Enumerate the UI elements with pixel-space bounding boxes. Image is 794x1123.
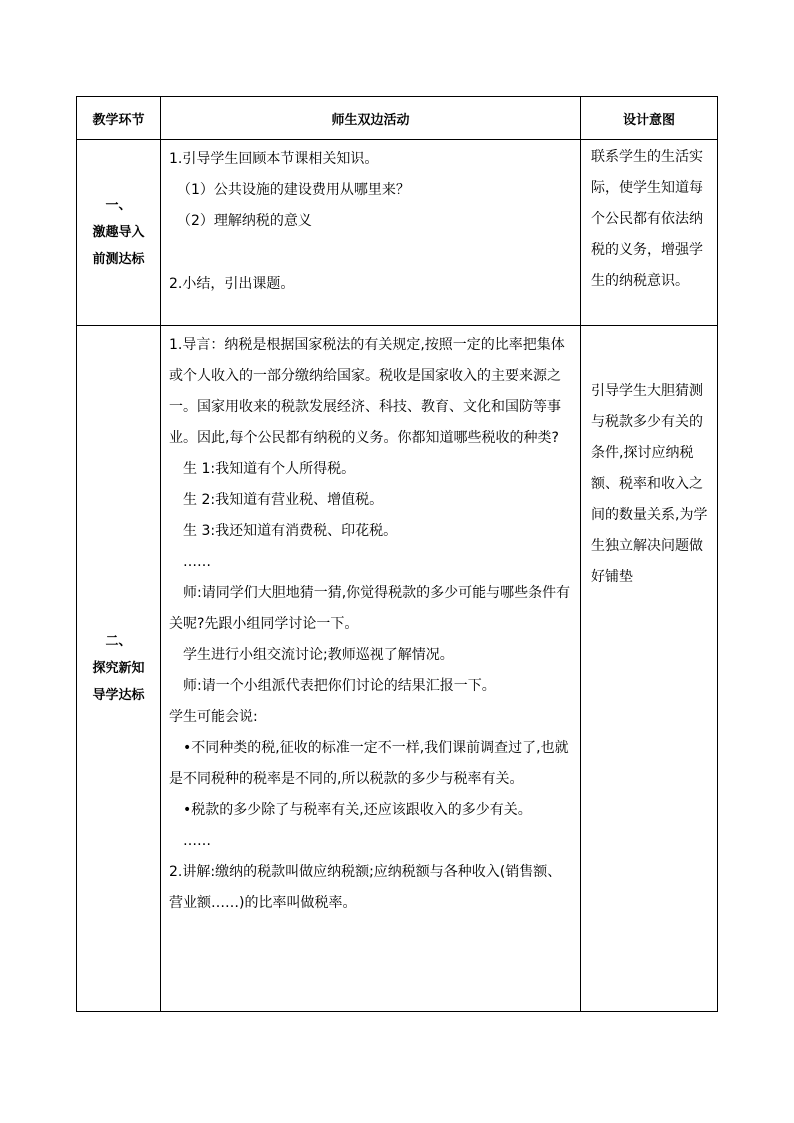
activity-line: （2）理解纳税的意义 (177, 213, 312, 229)
activity-line: …… (183, 833, 211, 849)
phase-number: 二、 (105, 634, 132, 649)
activity-line: •税款的多少除了与税率有关,还应该跟收入的多少有关。 (183, 802, 532, 818)
activity-line: （1）公共设施的建设费用从哪里来？ (177, 182, 410, 198)
phase-number: 一、 (105, 198, 132, 213)
activity-line: 2.讲解:缴纳的税款叫做应纳税额;应纳税额与各种收入(销售额、营业额……)的比率叫做税率。 (169, 864, 562, 911)
table-row (77, 326, 718, 1012)
activity-cell (161, 326, 581, 1012)
header-intent: 设计意图 (581, 97, 718, 140)
phase-name-line: 探究新知 (92, 661, 145, 676)
intent-cell: 联系学生的生活实际，使学生知道每个公民都有依法纳税的义务，增强学生的纳税意识。 (581, 140, 718, 326)
activity-cell (161, 140, 581, 326)
phase-name-line: 前测达标 (92, 252, 145, 267)
activity-line: 生 1:我知道有个人所得税。 (183, 461, 356, 477)
activity-line: 1.导言：纳税是根据国家税法的有关规定,按照一定的比率把集体或个人收入的一部分缴纳给国家。税收是国家收入的主要来源之一。国家用收来的税款发展经济、科技、教育、文化和国防等事业。因此,每个公民都有纳税的义务。你都知道哪些税收的种类? (169, 337, 565, 446)
activity-line: 1.引导学生回顾本节课相关知识。 (169, 151, 379, 167)
activity-line: 师:请同学们大胆地猜一猜,你觉得税款的多少可能与哪些条件有关呢?先跟小组同学讨论一下。 (169, 585, 571, 632)
intent-cell: 引导学生大胆猜测与税款多少有关的条件,探讨应纳税额、税率和收入之间的数量关系,为学生独立解决问题做好铺垫 (581, 326, 718, 1012)
phase-name-line: 激趣导入 (92, 225, 145, 240)
table-row (77, 140, 718, 326)
activity-line: …… (183, 554, 211, 570)
activity-line: 学生可能会说: (169, 709, 258, 725)
lesson-plan-table (76, 96, 718, 1012)
header-phase: 教学环节 (77, 97, 161, 140)
phase-name-line: 导学达标 (92, 688, 145, 703)
activity-line: 生 3:我还知道有消费税、印花税。 (183, 523, 398, 539)
activity-line: •不同种类的税,征收的标准一定不一样,我们课前调查过了,也就是不同税种的税率是不同的,所以税款的多少与税率有关。 (169, 740, 569, 787)
phase-cell (77, 326, 161, 1012)
activity-line: 学生进行小组交流讨论;教师巡视了解情况。 (183, 647, 454, 663)
phase-cell (77, 140, 161, 326)
table-header-row (77, 97, 718, 140)
activity-line: 生 2:我知道有营业税、增值税。 (183, 492, 384, 508)
header-activity: 师生双边活动 (161, 97, 581, 140)
activity-line: 2.小结，引出课题。 (169, 276, 295, 292)
activity-line: 师:请一个小组派代表把你们讨论的结果汇报一下。 (183, 678, 496, 694)
